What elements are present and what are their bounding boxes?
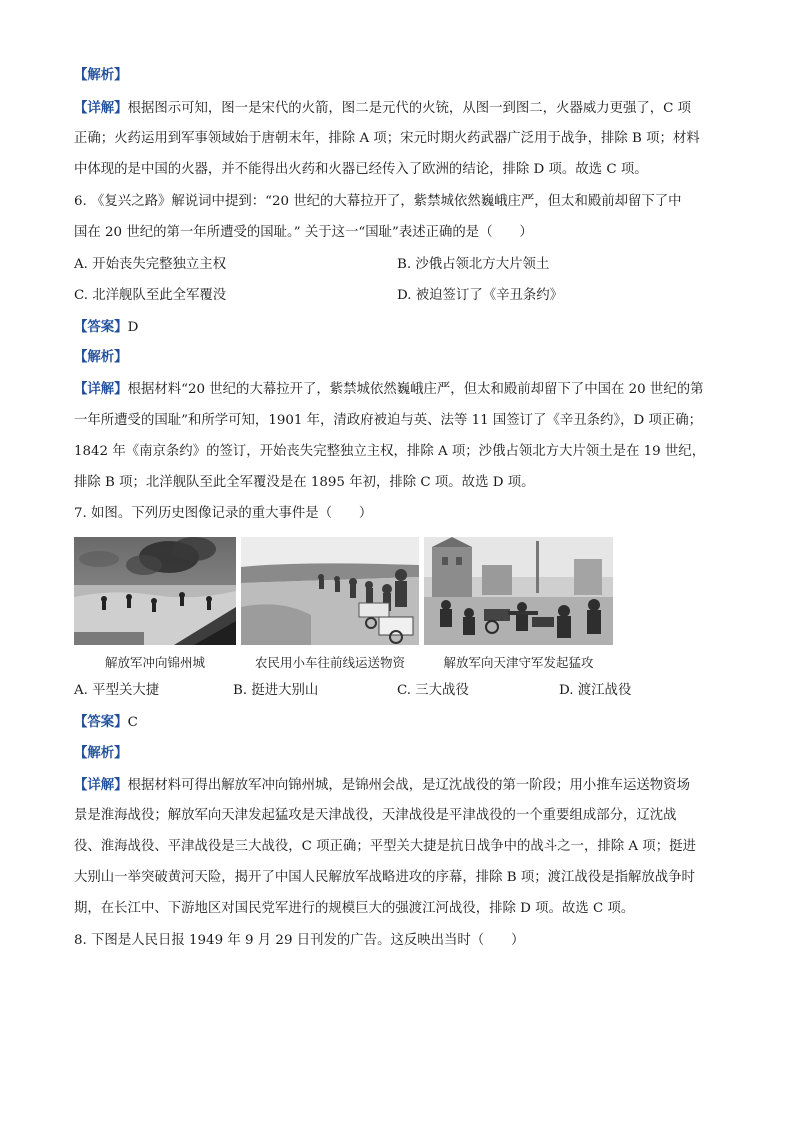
question-6-option-b: B. 沙俄占领北方大片领土 xyxy=(397,257,550,272)
detail-6-line-2: 一年所遭受的国耻”和所学可知，1901 年，清政府被迫与英、法等 11 国签订了《辛丑条约》，D 项正确； xyxy=(74,413,703,428)
caption-photo-2: 农民用小车往前线运送物资 xyxy=(254,655,405,670)
detail-tag: 【详解】 xyxy=(74,100,128,116)
question-6-option-c: C. 北洋舰队至此全军覆没 xyxy=(74,288,227,303)
detail-7-line-1: 【详解】根据材料可得出解放军冲向锦州城，是锦州会战，是辽沈战役的第一阶段；用小推车运送物资场 xyxy=(74,777,690,793)
detail-6-line-3: 1842 年《南京条约》的签订，开始丧失完整独立主权，排除 A 项；沙俄占领北方大片领土是在 19 世纪， xyxy=(74,444,706,459)
detail-7-line-2: 景是淮海战役；解放军向天津发起猛攻是天津战役，天津战役是平津战役的一个重要组成部分，辽沈战 xyxy=(74,808,677,823)
question-7-stem: 7. 如图。下列历史图像记录的重大事件是（ ） xyxy=(74,506,373,521)
question-7-option-a: A. 平型关大捷 xyxy=(74,683,160,698)
answer-7: 【答案】C xyxy=(74,714,138,730)
detail-7-line-4: 大别山一举突破黄河天险，揭开了中国人民解放军战略进攻的序幕，排除 B 项；渡江战役是指解放战争时 xyxy=(74,870,695,885)
analysis-heading-7: 【解析】 xyxy=(74,745,128,761)
detail-5-line-2: 正确；火药运用到军事领域始于唐朝末年，排除 A 项；宋元时期火药武器广泛用于战争，排除 B 项；材料 xyxy=(74,131,700,146)
question-6-option-a: A. 开始丧失完整独立主权 xyxy=(74,257,227,272)
analysis-heading-6: 【解析】 xyxy=(74,349,128,365)
photo-jinzhou-charge xyxy=(74,537,236,645)
question-7-option-b: B. 挺进大别山 xyxy=(233,683,319,698)
question-7-option-c: C. 三大战役 xyxy=(397,683,469,698)
detail-7-line-5: 期，在长江中、下游地区对国民党军进行的规模巨大的强渡江河战役，排除 D 项。故选 C 项。 xyxy=(74,901,635,916)
detail-6-line-4: 排除 B 项；北洋舰队至此全军覆没是在 1895 年初，排除 C 项。故选 D 项。 xyxy=(74,475,535,490)
question-6-stem-1: 6. 《复兴之路》解说词中提到：“20 世纪的大幕拉开了，紫禁城依然巍峨庄严，但太和殿前却留下了中 xyxy=(74,194,682,209)
photo-tianjin-assault xyxy=(424,537,613,645)
analysis-heading-5: 【解析】 xyxy=(74,67,128,83)
question-6-option-d: D. 被迫签订了《辛丑条约》 xyxy=(397,288,564,303)
photo-farmers-carts xyxy=(241,537,419,645)
detail-5-line-3: 中体现的是中国的火器，并不能得出火药和火器已经传入了欧洲的结论，排除 D 项。故选 C 项。 xyxy=(74,162,648,177)
question-6-stem-2: 国在 20 世纪的第一年所遭受的国耻。” 关于这一“国耻”表述正确的是（ ） xyxy=(74,225,533,240)
caption-photo-1: 解放军冲向锦州城 xyxy=(104,655,205,670)
detail-6-line-1: 【详解】根据材料“20 世纪的大幕拉开了，紫禁城依然巍峨庄严，但太和殿前却留下了中国在 20 世纪的第 xyxy=(74,381,704,397)
caption-photo-3: 解放军向天津守军发起猛攻 xyxy=(443,655,594,670)
question-7-option-d: D. 渡江战役 xyxy=(559,683,632,698)
detail-7-line-3: 役、淮海战役、平津战役是三大战役，C 项正确；平型关大捷是抗日战争中的战斗之一，排除 A 项；挺进 xyxy=(74,839,696,854)
answer-6: 【答案】D xyxy=(74,319,139,335)
detail-5-line-1: 【详解】根据图示可知，图一是宋代的火箭，图二是元代的火铳，从图一到图二，火器威力更强了，C 项 xyxy=(74,100,692,116)
question-8-stem: 8. 下图是人民日报 1949 年 9 月 29 日刊发的广告。这反映出当时（ ） xyxy=(74,933,525,948)
